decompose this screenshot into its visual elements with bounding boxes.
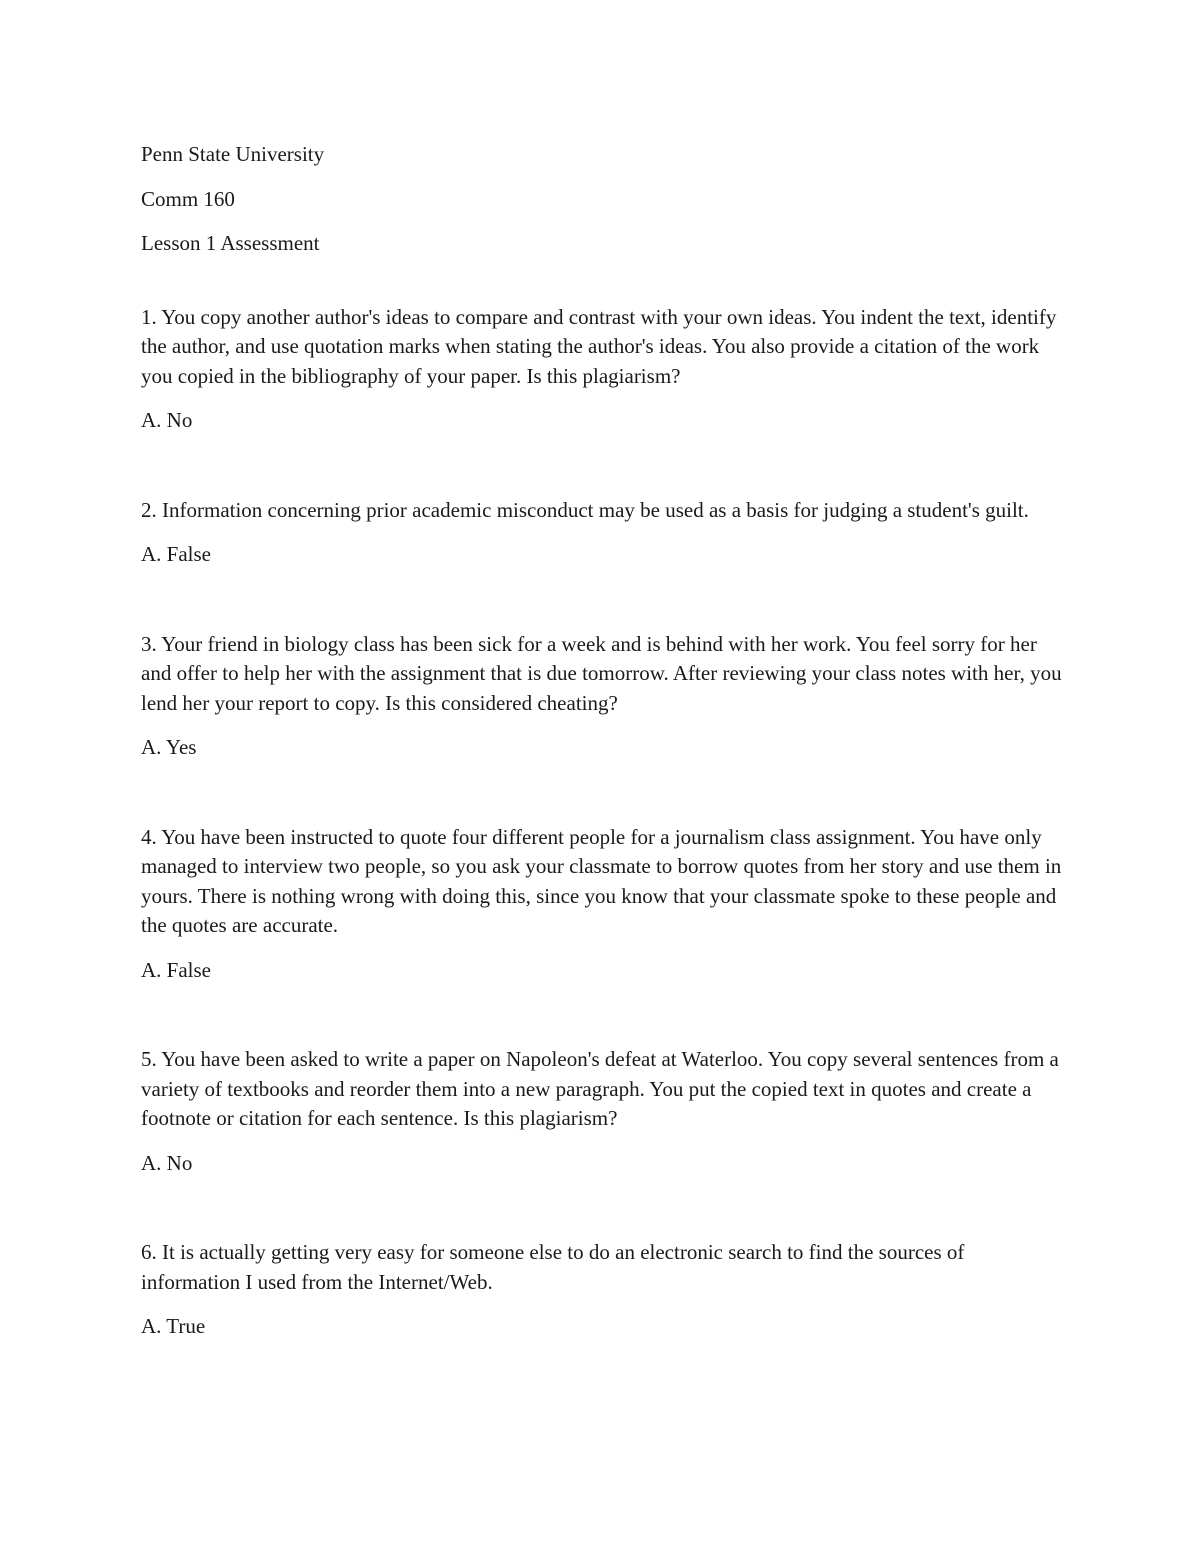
question-block-4 — [141, 823, 1066, 986]
document-body — [141, 140, 1066, 1342]
question-text: 4. You have been instructed to quote four different people for a journalism class assignment. You have only managed to interview two people, so you ask your classmate to borrow quotes from her story and use them in yours. There is nothing wrong with doing this, since you know that your classmate spoke to these people and the quotes are accurate. — [141, 824, 1062, 937]
course-code: Comm 160 — [141, 186, 235, 211]
answer-text: A. Yes — [141, 735, 197, 759]
question-text: 1. You copy another author's ideas to compare and contrast with your own ideas. You indent the text, identify the author, and use quotation marks when stating the author's ideas. You also provide a citation of the work you copied in the bibliography of your paper. Is this plagiarism? — [141, 304, 1057, 388]
question-text: 6. It is actually getting very easy for someone else to do an electronic search to find the sources of information I used from the Internet/Web. — [141, 1240, 965, 1294]
question-block-1 — [141, 303, 1066, 436]
question-text: 3. Your friend in biology class has been sick for a week and is behind with her work. You feel sorry for her and offer to help her with the assignment that is due tomorrow. After reviewing your class notes with her, you lend her your report to copy. Is this considered cheating? — [141, 631, 1062, 715]
answer-text: A. True — [141, 1314, 206, 1338]
question-block-6 — [141, 1238, 1066, 1342]
question-block-3 — [141, 630, 1066, 763]
answer-text: A. False — [141, 542, 211, 566]
question-text: 2. Information concerning prior academic misconduct may be used as a basis for judging a student's guilt. — [141, 497, 1029, 522]
question-block-5 — [141, 1045, 1066, 1178]
institution-name: Penn State University — [141, 142, 325, 166]
answer-text: A. False — [141, 957, 211, 982]
answer-text: A. No — [141, 408, 193, 432]
document-header — [141, 140, 1066, 259]
answer-text: A. No — [141, 1150, 193, 1175]
question-block-2 — [141, 496, 1066, 570]
assessment-title: Lesson 1 Assessment — [141, 231, 320, 255]
question-text: 5. You have been asked to write a paper on Napoleon's defeat at Waterloo. You copy several sentences from a variety of textbooks and reorder them into a new paragraph. You put the copied text in quotes and create a footnote or citation for each sentence. Is this plagiarism? — [141, 1047, 1059, 1130]
